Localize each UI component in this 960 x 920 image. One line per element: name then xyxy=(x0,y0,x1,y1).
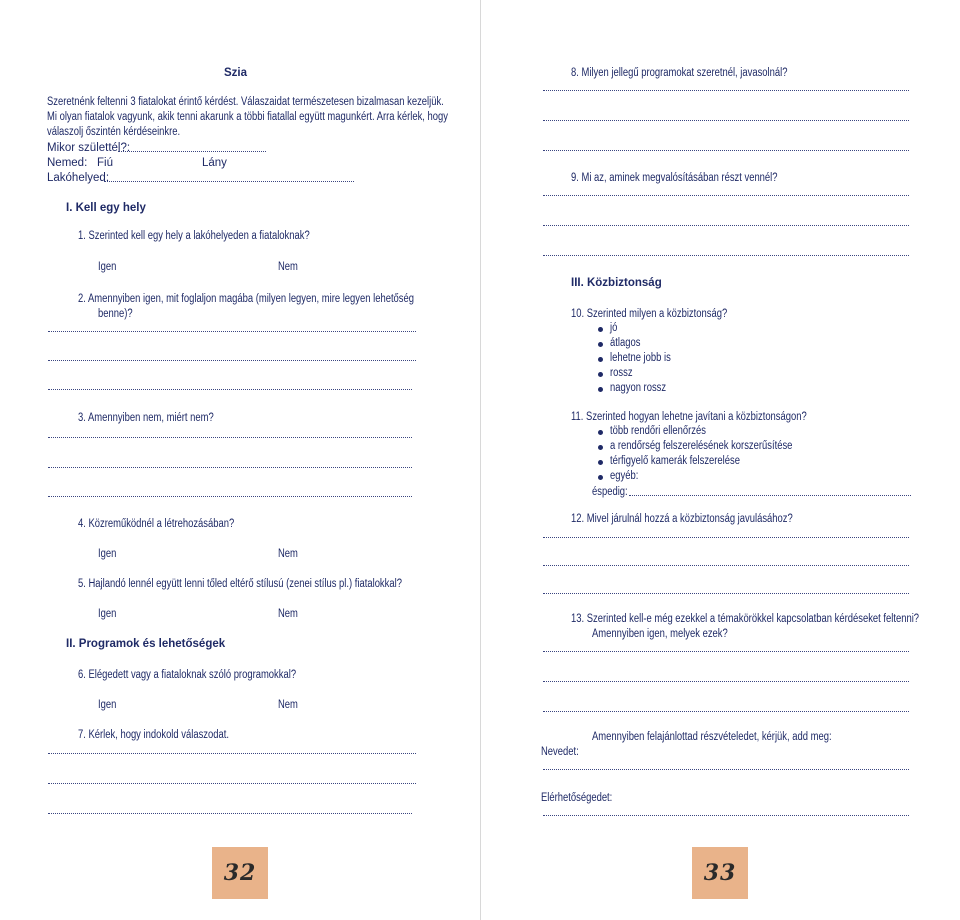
page-number: 32 xyxy=(223,860,257,886)
question-3: 3. Amennyiben nem, miért nem? xyxy=(78,412,214,424)
q5-yes-option[interactable]: Igen xyxy=(98,608,117,620)
answer-line-q2-3[interactable] xyxy=(48,389,412,390)
answer-line-q3-1[interactable] xyxy=(48,437,412,438)
answer-line-q7-3[interactable] xyxy=(48,813,412,814)
gender-label: Nemed: xyxy=(47,157,88,169)
intro-line-1: Szeretnénk feltenni 3 fiatalokat érintő kérdést. Válaszaidat természetesen bizalmasan kezeljük. xyxy=(47,96,444,108)
question-11: 11. Szerinted hogyan lehetne javítani a közbiztonságon? xyxy=(571,411,807,423)
right-page xyxy=(481,0,960,920)
question-8: 8. Milyen jellegű programokat szeretnél, javasolnál? xyxy=(571,67,788,79)
contact-label: Elérhetőségedet: xyxy=(541,792,613,804)
name-label: Nevedet: xyxy=(541,746,579,758)
answer-line-q9-1[interactable] xyxy=(543,195,909,196)
q10-option-4[interactable]: rossz xyxy=(610,367,633,379)
q4-yes-option[interactable]: Igen xyxy=(98,548,117,560)
question-13-line-1: 13. Szerinted kell-e még ezekkel a témakörökkel kapcsolatban kérdéseket feltenni? xyxy=(571,613,920,625)
contact-field[interactable] xyxy=(543,815,909,816)
section-heading-1: I. Kell egy hely xyxy=(66,202,146,214)
q11-option-3[interactable]: térfigyelő kamerák felszerelése xyxy=(610,455,740,467)
question-2-line-2: benne)? xyxy=(98,308,133,320)
intro-line-2: Mi olyan fiatalok vagyunk, akik tenni akarunk a többi fiatallal együtt magunkért. Arra kérlek, hogy xyxy=(47,111,448,123)
bullet-icon xyxy=(598,445,603,450)
question-9: 9. Mi az, aminek megvalósításában részt vennél? xyxy=(571,172,778,184)
q11-specify-label: éspedig: xyxy=(592,486,628,498)
bullet-icon xyxy=(598,327,603,332)
question-12: 12. Mivel járulnál hozzá a közbiztonság javulásához? xyxy=(571,513,793,525)
section-heading-2: II. Programok és lehetőségek xyxy=(66,638,226,650)
q10-option-5[interactable]: nagyon rossz xyxy=(610,382,667,394)
bullet-icon xyxy=(598,357,603,362)
answer-line-q12-3[interactable] xyxy=(543,593,909,594)
answer-line-q2-2[interactable] xyxy=(48,360,416,361)
question-4: 4. Közreműködnél a létrehozásában? xyxy=(78,518,235,530)
question-2-line-1: 2. Amennyiben igen, mit foglaljon magába (milyen legyen, mire legyen lehetőség xyxy=(78,293,415,305)
answer-line-q7-2[interactable] xyxy=(48,783,416,784)
answer-line-q8-3[interactable] xyxy=(543,150,909,151)
answer-line-q13-1[interactable] xyxy=(543,651,909,652)
name-field[interactable] xyxy=(543,769,909,770)
gender-option-male[interactable]: Fiú xyxy=(97,157,113,169)
answer-line-q13-2[interactable] xyxy=(543,681,909,682)
gender-option-female[interactable]: Lány xyxy=(202,157,227,169)
q6-no-option[interactable]: Nem xyxy=(278,699,298,711)
q11-option-1[interactable]: több rendőri ellenőrzés xyxy=(610,425,706,437)
q4-no-option[interactable]: Nem xyxy=(278,548,298,560)
page-number-badge xyxy=(692,847,748,899)
q5-no-option[interactable]: Nem xyxy=(278,608,298,620)
bullet-icon xyxy=(598,342,603,347)
answer-line-q9-3[interactable] xyxy=(543,255,909,256)
intro-line-3: válaszolj őszintén kérdéseinkre. xyxy=(47,126,181,138)
contact-note: Amennyiben felajánlottad részvételedet, kérjük, add meg: xyxy=(592,731,832,743)
birth-label: Mikor születtél?: xyxy=(47,142,131,154)
answer-line-q8-2[interactable] xyxy=(543,120,909,121)
question-1: 1. Szerinted kell egy hely a lakóhelyeden a fiataloknak? xyxy=(78,230,310,242)
q1-yes-option[interactable]: Igen xyxy=(98,261,117,273)
bullet-icon xyxy=(598,372,603,377)
page-number-badge xyxy=(212,847,268,899)
bullet-icon xyxy=(598,460,603,465)
page-number: 33 xyxy=(703,860,737,886)
question-5: 5. Hajlandó lennél együtt lenni tőled eltérő stílusú (zenei stílus pl.) fiatalokkal? xyxy=(78,578,402,590)
question-10: 10. Szerinted milyen a közbiztonság? xyxy=(571,308,728,320)
residence-label: Lakóhelyed: xyxy=(47,172,110,184)
q1-no-option[interactable]: Nem xyxy=(278,261,298,273)
answer-line-q12-1[interactable] xyxy=(543,537,909,538)
page-title: Szia xyxy=(224,67,248,79)
q10-option-3[interactable]: lehetne jobb is xyxy=(610,352,671,364)
section-heading-3: III. Közbiztonság xyxy=(571,277,662,289)
q6-yes-option[interactable]: Igen xyxy=(98,699,117,711)
question-6: 6. Elégedett vagy a fiataloknak szóló programokkal? xyxy=(78,669,297,681)
question-13-line-2: Amennyiben igen, melyek ezek? xyxy=(592,628,728,640)
q11-specify-field[interactable] xyxy=(629,495,911,496)
answer-line-q3-3[interactable] xyxy=(48,496,412,497)
answer-line-q7-1[interactable] xyxy=(48,753,416,754)
answer-line-q3-2[interactable] xyxy=(48,467,412,468)
q11-option-4[interactable]: egyéb: xyxy=(610,470,639,482)
answer-line-q12-2[interactable] xyxy=(543,565,909,566)
bullet-icon xyxy=(598,387,603,392)
q10-option-2[interactable]: átlagos xyxy=(610,337,641,349)
residence-field[interactable] xyxy=(104,181,354,182)
question-7: 7. Kérlek, hogy indokold válaszodat. xyxy=(78,729,229,741)
bullet-icon xyxy=(598,475,603,480)
birth-field[interactable] xyxy=(118,151,266,152)
answer-line-q9-2[interactable] xyxy=(543,225,909,226)
q10-option-1[interactable]: jó xyxy=(610,322,618,334)
answer-line-q13-3[interactable] xyxy=(543,711,909,712)
answer-line-q2-1[interactable] xyxy=(48,331,416,332)
answer-line-q8-1[interactable] xyxy=(543,90,909,91)
q11-option-2[interactable]: a rendőrség felszerelésének korszerűsítése xyxy=(610,440,793,452)
bullet-icon xyxy=(598,430,603,435)
